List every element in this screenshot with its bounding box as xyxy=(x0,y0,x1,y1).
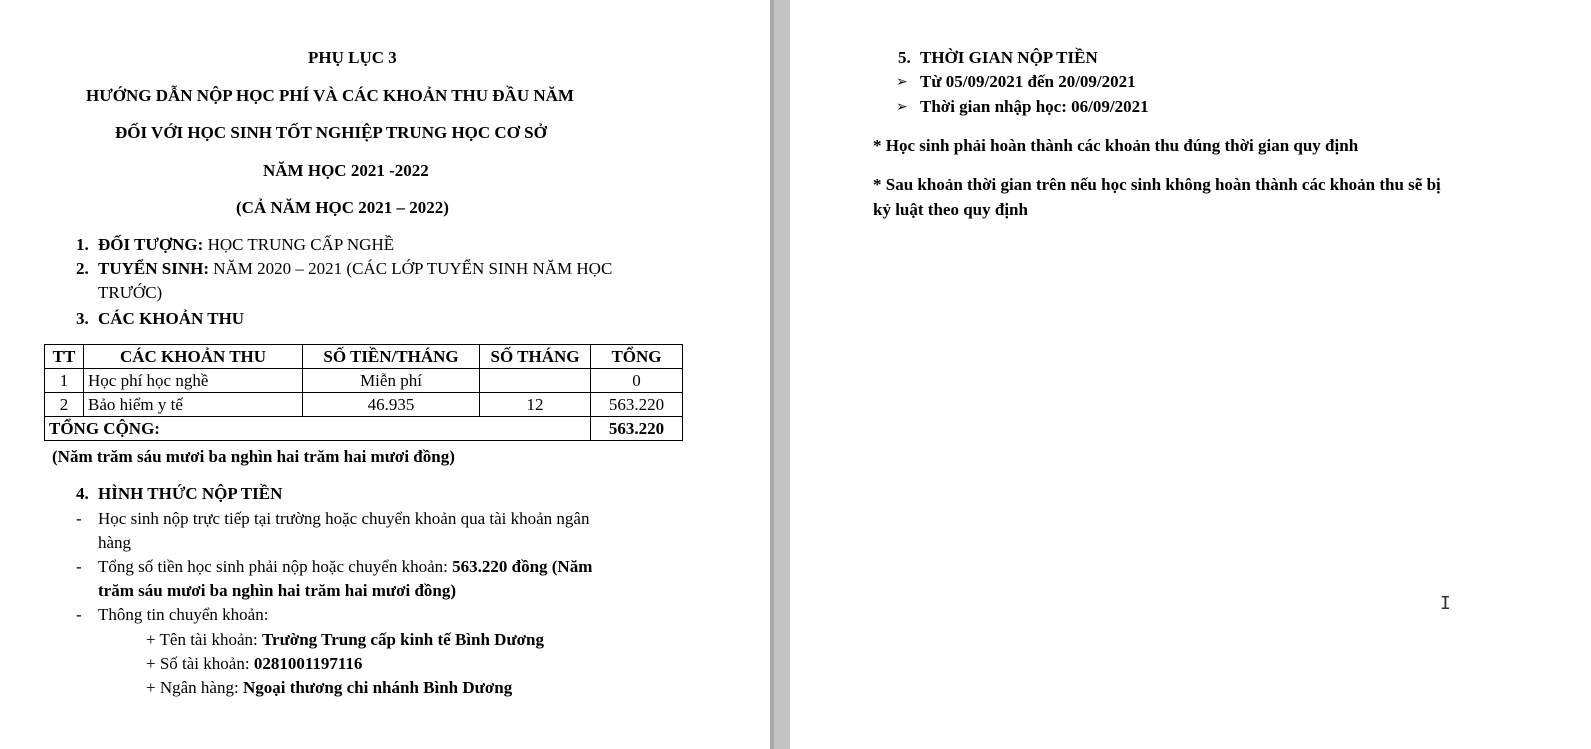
item1-number: 1. xyxy=(76,235,89,254)
account-name-value: Trường Trung cấp kinh tế Bình Dương xyxy=(261,630,545,649)
bullet2-line1 xyxy=(98,557,592,577)
item2-label: TUYỂN SINH: xyxy=(98,259,209,278)
bullet2-amount: 563.220 đồng (Năm xyxy=(452,557,593,576)
note-1: * Học sinh phải hoàn thành các khoản thu đúng thời gian quy định xyxy=(873,136,1359,155)
account-name xyxy=(146,630,544,650)
cell-total: 0 xyxy=(591,369,683,393)
cell-per-month: Miễn phí xyxy=(303,369,480,393)
doc-title-line-4: (CẢ NĂM HỌC 2021 – 2022) xyxy=(236,198,449,217)
item1-value: HỌC TRUNG CẤP NGHỀ xyxy=(203,235,395,254)
bullet-dash: - xyxy=(76,605,82,624)
bank-value: Ngoại thương chi nhánh Bình Dương xyxy=(242,678,513,697)
item5-number: 5. xyxy=(898,48,911,67)
cell-months xyxy=(480,369,591,393)
payment-period: Từ 05/09/2021 đến 20/09/2021 xyxy=(920,72,1136,91)
bullet-dash: - xyxy=(76,557,82,576)
text-cursor-icon: I xyxy=(1440,593,1451,614)
item4-label: HÌNH THỨC NỘP TIỀN xyxy=(98,484,283,503)
note-2-line1: * Sau khoản thời gian trên nếu học sinh không hoàn thành các khoản thu sẽ bị xyxy=(873,175,1441,194)
fees-table xyxy=(44,344,683,441)
arrow-bullet-icon: ➢ xyxy=(896,99,908,115)
header-total: TỔNG xyxy=(591,345,683,369)
bank-name xyxy=(146,678,512,698)
item2-text xyxy=(98,259,612,279)
cell-tt: 2 xyxy=(45,393,84,417)
doc-title-line-3: NĂM HỌC 2021 -2022 xyxy=(263,161,429,180)
item1-label: ĐỐI TƯỢNG: xyxy=(98,235,204,254)
item2-value: NĂM 2020 – 2021 (CÁC LỚP TUYỂN SINH NĂM HỌC xyxy=(209,259,613,278)
cell-fee-name: Học phí học nghề xyxy=(84,369,303,393)
table-row xyxy=(45,369,683,393)
page-separator xyxy=(770,0,790,749)
cell-total: 563.220 xyxy=(591,393,683,417)
bullet2-line2: trăm sáu mươi ba nghìn hai trăm hai mươi đồng) xyxy=(98,581,457,600)
item4-number: 4. xyxy=(76,484,89,503)
item2-value-line2: TRƯỚC) xyxy=(98,283,163,302)
table-total-row xyxy=(45,417,683,441)
bullet2-prefix: Tổng số tiền học sinh phải nộp hoặc chuyển khoản: xyxy=(98,557,453,576)
total-value: 563.220 xyxy=(591,417,683,441)
header-tt: TT xyxy=(45,345,84,369)
header-months: SỐ THÁNG xyxy=(480,345,591,369)
total-in-words: (Năm trăm sáu mươi ba nghìn hai trăm hai mươi đồng) xyxy=(52,447,455,466)
table-header-row xyxy=(45,345,683,369)
doc-title-line-1: HƯỚNG DẪN NỘP HỌC PHÍ VÀ CÁC KHOẢN THU ĐẦU NĂM xyxy=(86,86,574,105)
arrow-bullet-icon: ➢ xyxy=(896,74,908,90)
item3-number: 3. xyxy=(76,309,89,328)
bullet3-text: Thông tin chuyển khoản: xyxy=(98,605,269,624)
bullet-dash: - xyxy=(76,509,82,528)
total-label: TỔNG CỘNG: xyxy=(45,417,591,441)
document-page-right xyxy=(790,0,1591,749)
note-2-line2: kỷ luật theo quy định xyxy=(873,200,1028,219)
cell-per-month: 46.935 xyxy=(303,393,480,417)
bullet1-line2: hàng xyxy=(98,533,132,552)
cell-tt: 1 xyxy=(45,369,84,393)
cell-months: 12 xyxy=(480,393,591,417)
account-number xyxy=(146,654,362,674)
bank-label: + Ngân hàng: xyxy=(146,678,243,697)
item5-label: THỜI GIAN NỘP TIỀN xyxy=(920,48,1098,67)
header-per-month: SỐ TIỀN/THÁNG xyxy=(303,345,480,369)
item3-label: CÁC KHOẢN THU xyxy=(98,309,245,328)
item2-number: 2. xyxy=(76,259,89,278)
account-name-label: + Tên tài khoản: xyxy=(146,630,262,649)
cell-fee-name: Bảo hiểm y tế xyxy=(84,393,303,417)
account-number-label: + Số tài khoản: xyxy=(146,654,254,673)
bullet1-line1: Học sinh nộp trực tiếp tại trường hoặc chuyển khoản qua tài khoản ngân xyxy=(98,509,590,528)
item1-text xyxy=(98,235,394,255)
appendix-title: PHỤ LỤC 3 xyxy=(308,48,397,67)
doc-title-line-2: ĐỐI VỚI HỌC SINH TỐT NGHIỆP TRUNG HỌC CƠ SỞ xyxy=(115,123,547,142)
enrollment-date: Thời gian nhập học: 06/09/2021 xyxy=(920,97,1149,116)
table-row xyxy=(45,393,683,417)
account-number-value: 0281001197116 xyxy=(253,654,363,673)
header-fee-name: CÁC KHOẢN THU xyxy=(84,345,303,369)
